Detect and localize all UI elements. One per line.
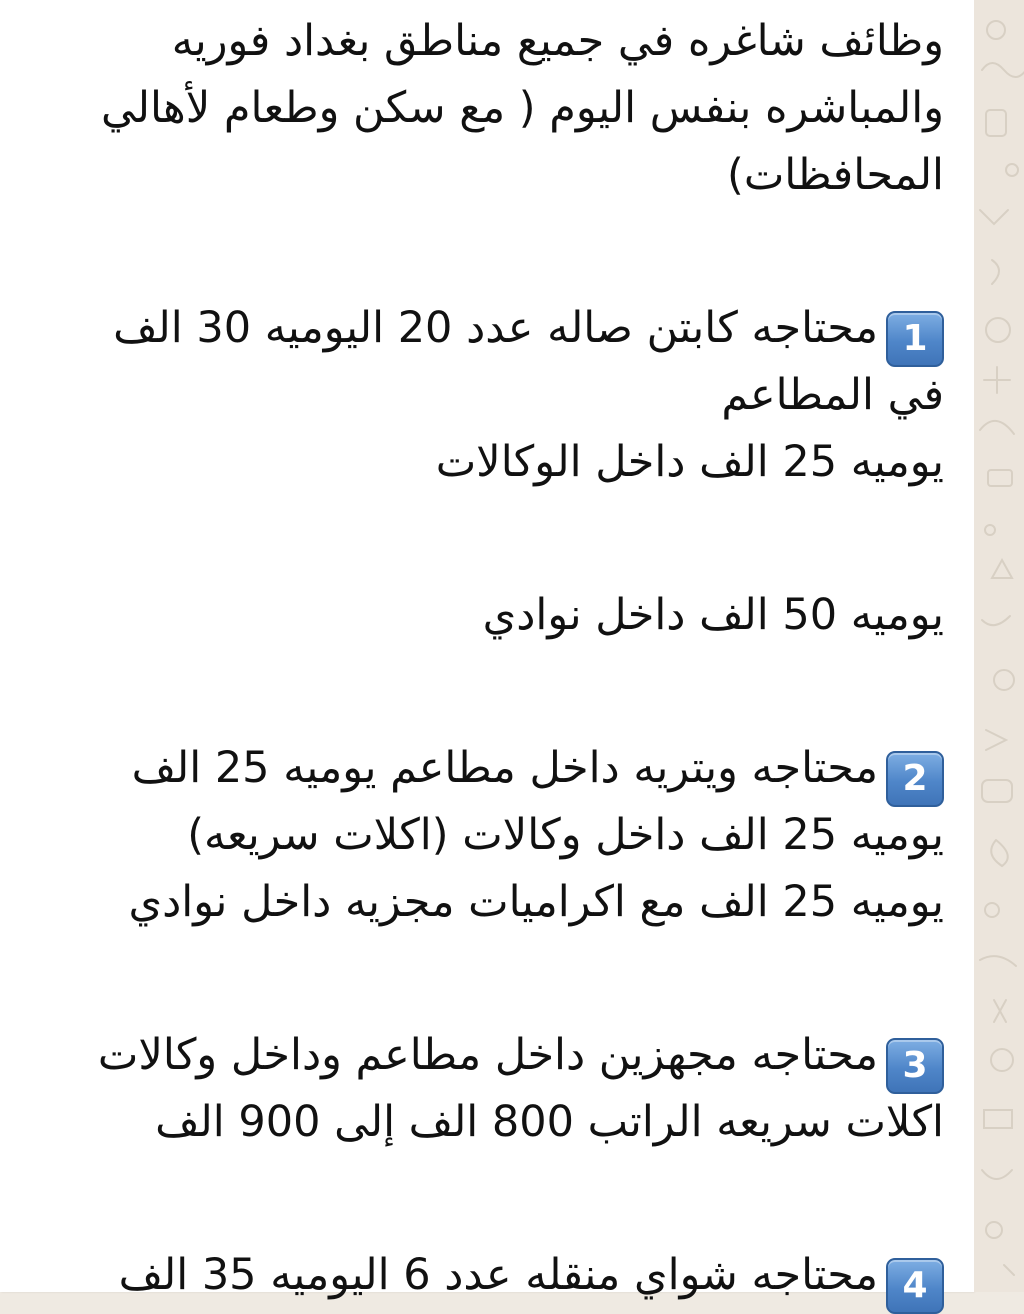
keycap-number-icon: 3 xyxy=(886,1038,944,1094)
item-1-line: في المطاعم xyxy=(721,370,944,420)
item-2-line: يوميه 25 الف مع اكراميات مجزيه داخل نوادي xyxy=(128,877,944,927)
item-2-line: يوميه 25 الف داخل وكالات (اكلات سريعه) xyxy=(187,810,944,860)
keycap-number-icon: 2 xyxy=(886,751,944,807)
paragraph-gap xyxy=(24,1156,944,1242)
paragraph-gap xyxy=(24,649,944,735)
wallpaper-doodles-icon xyxy=(974,0,1024,1292)
intro-line: وظائف شاغره في جميع مناطق بغداد فوريه xyxy=(171,16,944,66)
paragraph-gap xyxy=(24,209,944,295)
keycap-number-icon: 1 xyxy=(886,311,944,367)
item-3-line: اكلات سريعه الراتب 800 الف إلى 900 الف xyxy=(155,1097,944,1147)
item-1-line: يوميه 25 الف داخل الوكالات xyxy=(435,437,944,487)
item-2-line xyxy=(24,735,944,802)
chat-wallpaper xyxy=(974,0,1024,1292)
paragraph-gap xyxy=(24,496,944,582)
item-2-text: محتاجه ويتريه داخل مطاعم يوميه 25 الف xyxy=(131,743,878,793)
message-text xyxy=(24,8,944,1309)
item-1-text: محتاجه كابتن صاله عدد 20 اليوميه 30 الف xyxy=(113,303,878,353)
item-1-line xyxy=(24,295,944,362)
item-3-line xyxy=(24,1022,944,1089)
item-3-text: محتاجه مجهزين داخل مطاعم وداخل وكالات xyxy=(97,1030,878,1080)
item-4-text: محتاجه شواي منقله عدد 6 اليوميه 35 الف xyxy=(118,1250,878,1300)
item-4-line xyxy=(24,1242,944,1309)
intro-line: المحافظات) xyxy=(727,150,944,200)
paragraph-gap xyxy=(24,936,944,1022)
item-1-extra-line: يوميه 50 الف داخل نوادي xyxy=(482,590,944,640)
keycap-number-icon: 4 xyxy=(886,1258,944,1314)
intro-line: والمباشره بنفس اليوم ( مع سكن وطعام لأهالي xyxy=(101,83,944,133)
